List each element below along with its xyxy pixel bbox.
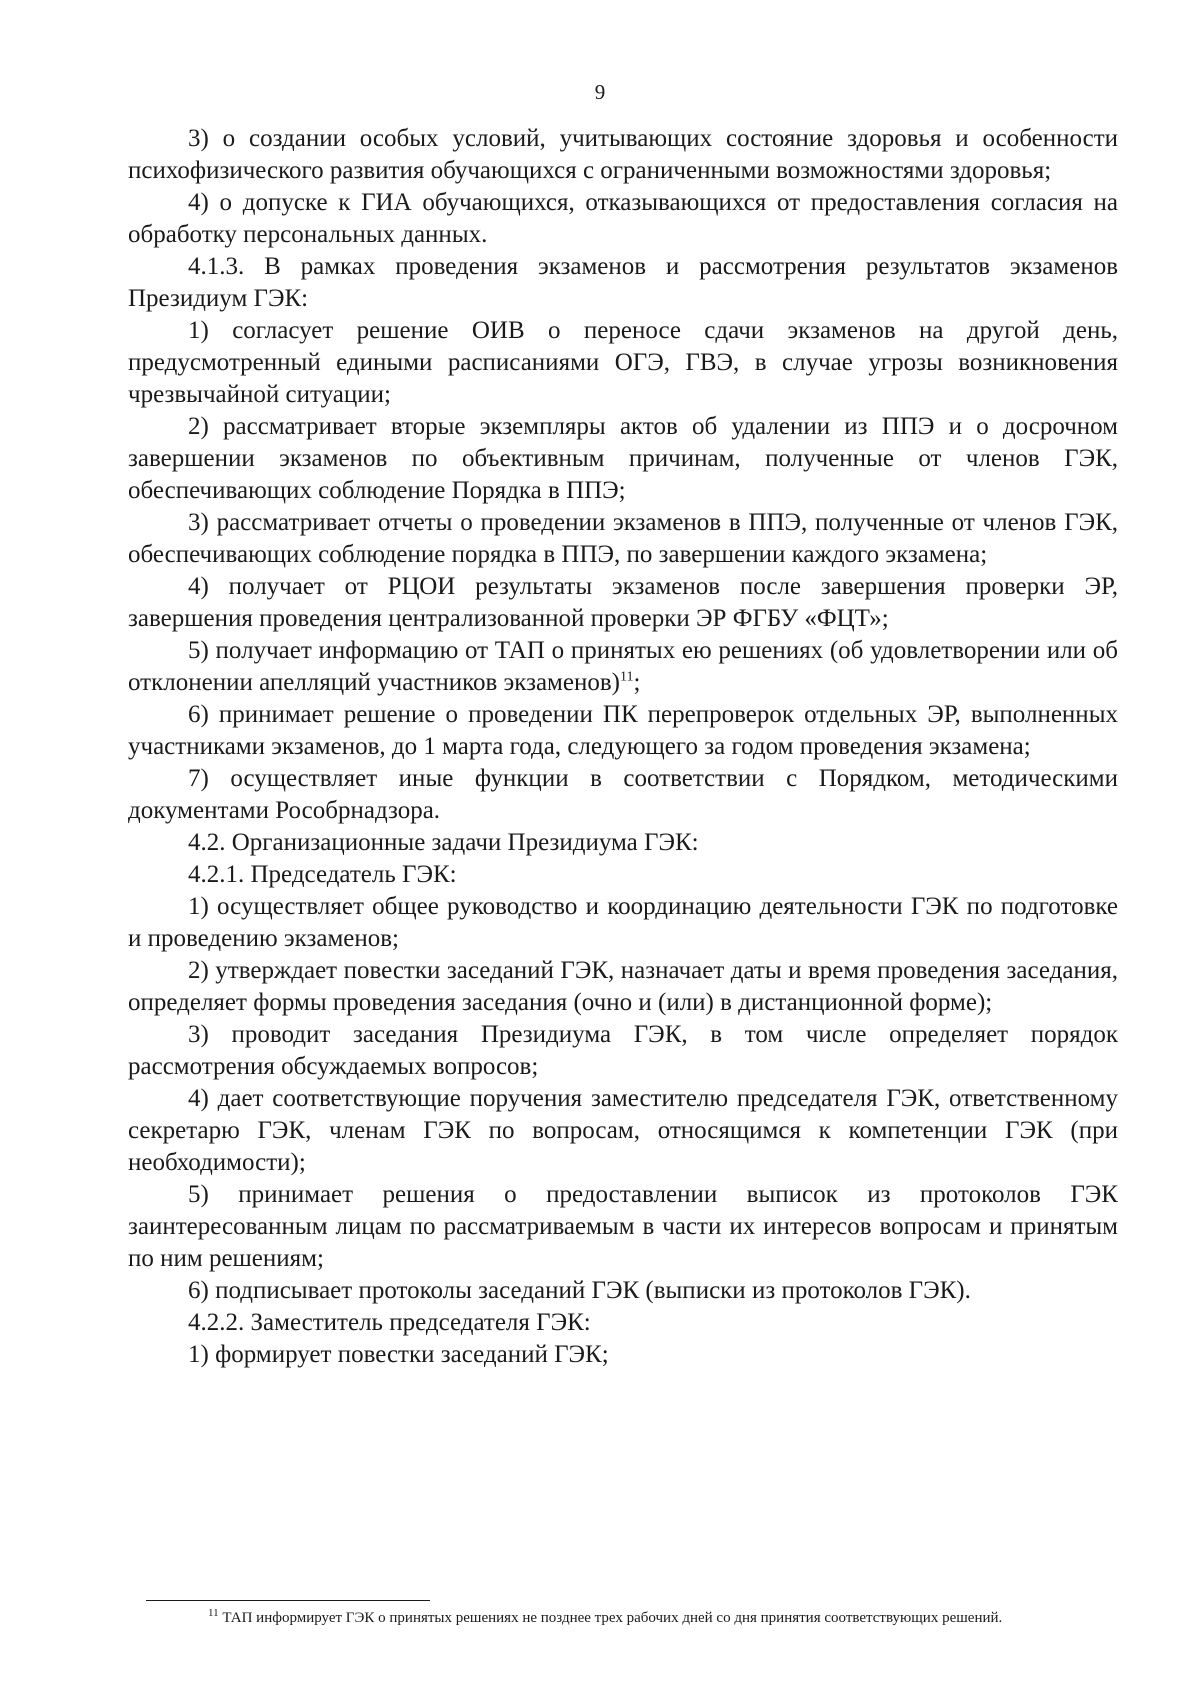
footnote-mark: 11 — [208, 1607, 219, 1619]
paragraph-text: 5) получает информацию от ТАП о принятых ею решениях (об удовлетворении или об отклонении апелляций участников экзаменов) — [128, 637, 1118, 696]
paragraph: 3) рассматривает отчеты о проведении экзаменов в ППЭ, полученные от членов ГЭК, обеспечивающих соблюдение порядка в ППЭ, по завершении каждого экзамена; — [128, 509, 1118, 568]
paragraph: 4) о допуске к ГИА обучающихся, отказывающихся от предоставления согласия на обработку персональных данных. — [128, 189, 1118, 248]
section-heading: 4.2. Организационные задачи Президиума ГЭК: — [188, 829, 699, 856]
page-number: 9 — [594, 80, 606, 104]
paragraph: 3) проводит заседания Президиума ГЭК, в том числе определяет порядок рассмотрения обсуждаемых вопросов; — [128, 1021, 1118, 1080]
subsection-heading: 4.2.1. Председатель ГЭК: — [188, 861, 457, 888]
footnote — [146, 1606, 1136, 1631]
paragraph: 1) формирует повестки заседаний ГЭК; — [188, 1341, 609, 1368]
paragraph: 6) принимает решение о проведении ПК перепроверок отдельных ЭР, выполненных участниками экзаменов, до 1 марта года, следующего за годом проведения экзамена; — [128, 701, 1118, 760]
paragraph: 7) осуществляет иные функции в соответствии с Порядком, методическими документами Рособрнадзора. — [128, 765, 1118, 824]
paragraph: 2) рассматривает вторые экземпляры актов об удалении из ППЭ и о досрочном завершении экзаменов по объективным причинам, полученные от членов ГЭК, обеспечивающих соблюдение Порядка в ППЭ; — [128, 413, 1118, 504]
paragraph: 3) о создании особых условий, учитывающих состояние здоровья и особенности психофизического развития обучающихся с ограниченными возможностями здоровья; — [128, 125, 1118, 184]
subsection-heading: 4.2.2. Заместитель председателя ГЭК: — [188, 1309, 591, 1336]
paragraph-trailing-punctuation: ; — [633, 669, 641, 696]
footnote-divider — [146, 1600, 430, 1601]
paragraph-with-footnote — [128, 635, 1118, 699]
paragraph: 4.1.3. В рамках проведения экзаменов и рассмотрения результатов экзаменов Президиум ГЭК: — [128, 253, 1118, 312]
paragraph: 4) дает соответствующие поручения заместителю председателя ГЭК, ответственному секретарю ГЭК, членам ГЭК по вопросам, относящимся к компетенции ГЭК (при необходимости); — [128, 1085, 1118, 1176]
footnote-text: ТАП информирует ГЭК о принятых решениях не позднее трех рабочих дней со дня принятия соответствующих решений. — [222, 1610, 1003, 1626]
paragraph: 2) утверждает повестки заседаний ГЭК, назначает даты и время проведения заседания, определяет формы проведения заседания (очно и (или) в дистанционной форме); — [128, 957, 1118, 1016]
paragraph: 1) согласует решение ОИВ о переносе сдачи экзаменов на другой день, предусмотренный едиными расписаниями ОГЭ, ГВЭ, в случае угрозы возникновения чрезвычайной ситуации; — [128, 317, 1118, 408]
paragraph: 6) подписывает протоколы заседаний ГЭК (выписки из протоколов ГЭК). — [188, 1277, 971, 1304]
paragraph: 1) осуществляет общее руководство и координацию деятельности ГЭК по подготовке и проведению экзаменов; — [128, 893, 1118, 952]
footnote-reference: 11 — [619, 669, 634, 685]
body-text — [128, 123, 1118, 1371]
paragraph: 4) получает от РЦОИ результаты экзаменов после завершения проверки ЭР, завершения проведения централизованной проверки ЭР ФГБУ «ФЦТ»; — [128, 573, 1118, 632]
paragraph: 5) принимает решения о предоставлении выписок из протоколов ГЭК заинтересованным лицам по рассматриваемым в части их интересов вопросам и принятым по ним решениям; — [128, 1181, 1118, 1272]
